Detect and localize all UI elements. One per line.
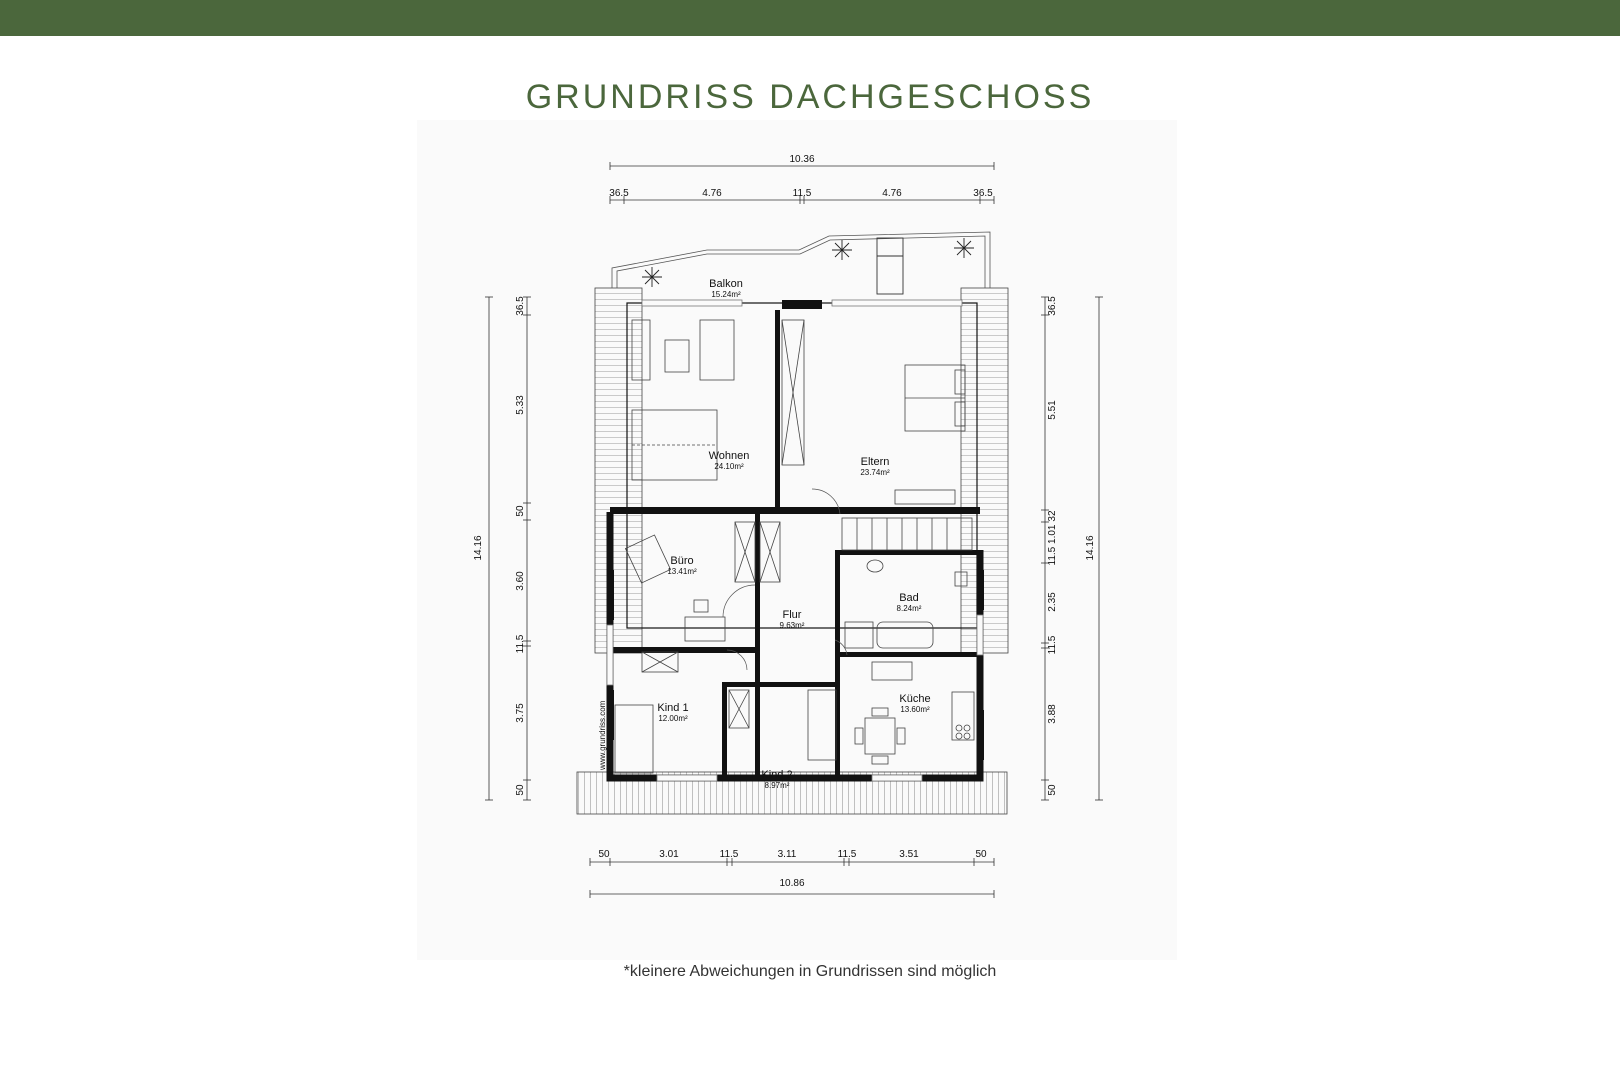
top-total-dimension: 10.36 xyxy=(789,154,815,165)
top-accent-bar xyxy=(0,0,1620,36)
room-label-wohnen: Wohnen xyxy=(708,450,750,462)
room-label-buero: Büro xyxy=(670,555,694,567)
room-area-wohnen: 24.10m² xyxy=(714,462,744,471)
door-swings xyxy=(723,489,847,670)
footnote: *kleinere Abweichungen in Grundrissen sind möglich xyxy=(623,963,997,980)
balcony-plant-icon xyxy=(642,238,974,287)
room-area-kind1: 12.00m² xyxy=(658,714,688,723)
room-area-buero: 13.41m² xyxy=(667,567,697,576)
left-dimension-segment: 5.33 xyxy=(515,395,526,415)
room-label-bad: Bad xyxy=(899,592,919,604)
right-dimension-segment: 36.5 xyxy=(1047,296,1058,316)
sun-lounger-icon xyxy=(877,238,903,294)
bottom-dimension-segment: 3.01 xyxy=(659,849,679,860)
top-dimension-segment: 4.76 xyxy=(702,188,722,199)
left-dimension-segment: 11.5 xyxy=(515,634,526,654)
room-area-kueche: 13.60m² xyxy=(900,705,930,714)
top-dimension-segment: 11.5 xyxy=(792,188,812,199)
left-dimension-segment: 50 xyxy=(515,505,526,517)
staircase xyxy=(842,518,972,550)
bed-icon xyxy=(895,365,965,504)
room-label-kind2: Kind 2 xyxy=(761,769,793,781)
room-label-flur: Flur xyxy=(782,609,802,621)
left-dimension-segment: 3.75 xyxy=(515,703,526,723)
bottom-dimension-segment: 50 xyxy=(598,849,610,860)
top-dimension-segment: 36.5 xyxy=(973,188,993,199)
top-dimension-segment: 4.76 xyxy=(882,188,902,199)
bottom-dimension-segment: 11.5 xyxy=(837,849,857,860)
bottom-dimension-segment: 50 xyxy=(975,849,987,860)
room-area-flur: 9.63m² xyxy=(779,621,805,630)
right-dimension-segment: 2.35 xyxy=(1047,592,1058,612)
room-area-bad: 8.24m² xyxy=(896,604,922,613)
left-dimension-segment: 36.5 xyxy=(515,296,526,316)
left-dimension-segment: 3.60 xyxy=(515,571,526,591)
balcony xyxy=(612,232,990,288)
watermark-text: www.grundriss.com xyxy=(598,700,607,770)
right-total-dimension: 14.16 xyxy=(1085,535,1096,561)
right-dimension-segment: 3.88 xyxy=(1047,704,1058,724)
right-dimension-segment: 32 xyxy=(1047,510,1058,522)
floor-plan xyxy=(417,120,1177,960)
room-area-balkon: 15.24m² xyxy=(711,290,741,299)
floor-plan-drawing xyxy=(417,120,1177,960)
bottom-dimension-segment: 3.51 xyxy=(899,849,919,860)
right-dimension-segment: 11.5 1.01 xyxy=(1047,524,1058,566)
left-dimensions xyxy=(485,297,531,800)
top-dimension-segment: 36.5 xyxy=(609,188,629,199)
right-dimension-segment: 50 xyxy=(1047,784,1058,796)
left-dimension-segment: 50 xyxy=(515,784,526,796)
bottom-dimension-segment: 3.11 xyxy=(777,849,797,860)
room-area-kind2: 8.97m² xyxy=(764,781,790,790)
left-total-dimension: 14.16 xyxy=(473,535,484,561)
page-title: GRUNDRISS DACHGESCHOSS xyxy=(525,78,1095,116)
right-dimension-segment: 11.5 xyxy=(1047,635,1058,655)
room-label-balkon: Balkon xyxy=(709,278,743,290)
room-label-eltern: Eltern xyxy=(860,456,890,468)
room-label-kind1: Kind 1 xyxy=(657,702,689,714)
bottom-total-dimension: 10.86 xyxy=(779,878,805,889)
bottom-dimension-segment: 11.5 xyxy=(719,849,739,860)
room-area-eltern: 23.74m² xyxy=(860,468,890,477)
room-label-kueche: Küche xyxy=(899,693,931,705)
right-dimension-segment: 5.51 xyxy=(1047,400,1058,420)
